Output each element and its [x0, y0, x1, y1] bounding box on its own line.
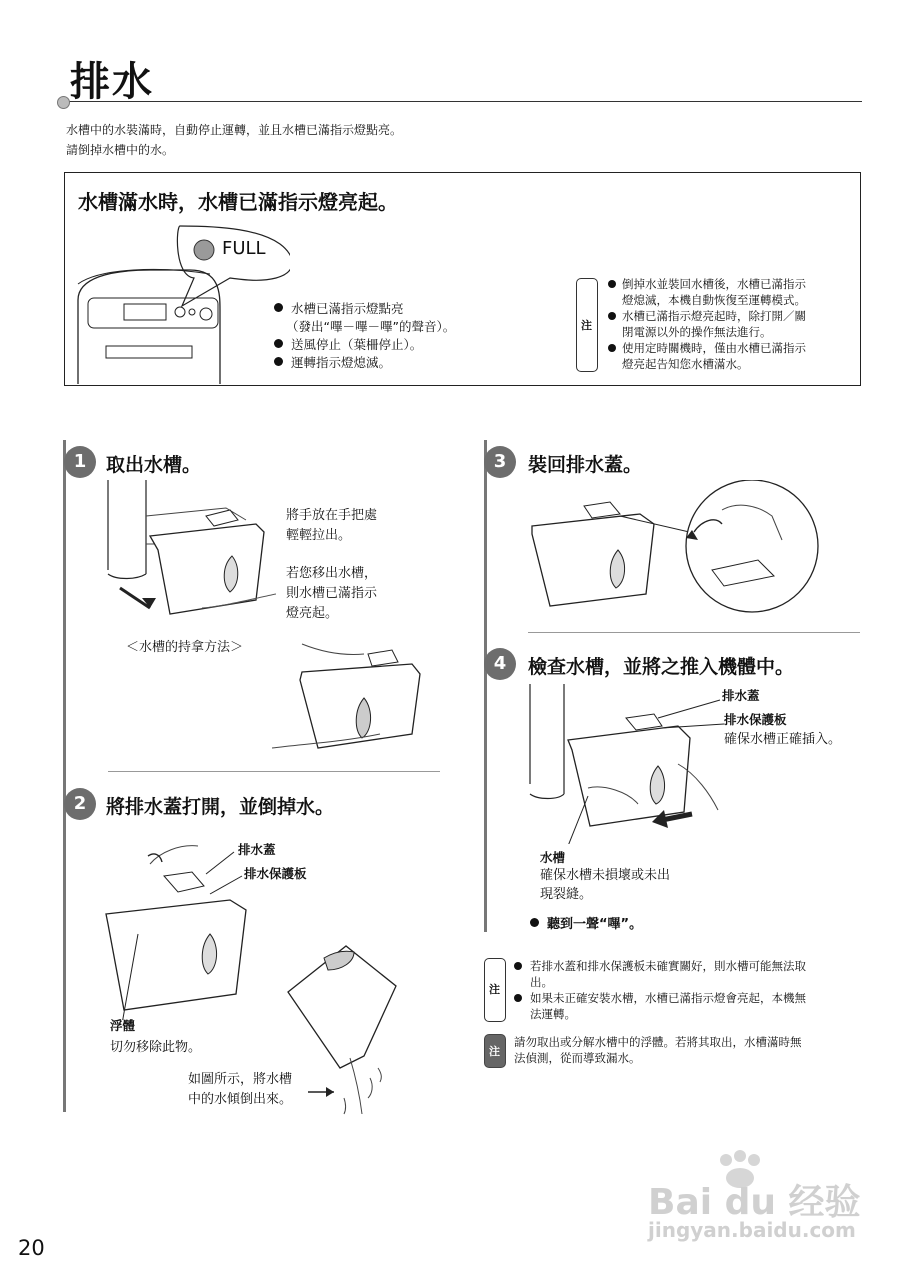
full-box-heading: 水槽滿水時，水槽已滿指示燈亮起。 — [78, 190, 398, 214]
step-4-title: 檢查水槽，並將之推入機體中。 — [528, 656, 795, 678]
hold-tank-illustration — [272, 638, 432, 764]
hold-caption: ＜水槽的持拿方法＞ — [126, 640, 244, 655]
tank-label: 水槽 — [540, 850, 566, 865]
bullet-item — [274, 354, 455, 372]
bullet-icon — [274, 303, 283, 312]
right-column-bar — [484, 440, 487, 932]
note-item: 倒掉水並裝回水槽後，水槽已滿指示 燈熄滅，本機自動恢復至運轉模式。 — [608, 276, 858, 308]
tank-note: 確保水槽未損壞或未出 現裂縫。 — [540, 868, 671, 902]
step-3-title: 裝回排水蓋。 — [528, 454, 643, 476]
step-divider — [528, 632, 860, 633]
pour-arrow-icon — [306, 1082, 336, 1102]
full-lamp-icon — [194, 240, 214, 260]
drain-cover-label: 排水蓋 — [238, 842, 276, 857]
step-2-number: 2 — [64, 788, 96, 820]
pour-water-illustration — [284, 928, 414, 1116]
float-label: 浮體 — [110, 1018, 136, 1033]
note-item: 如果未正確安裝水槽，水槽已滿指示燈會亮起，本機無 法運轉。 — [514, 990, 866, 1022]
step-1-text-2: 若您移出水槽， 則水槽已滿指示 燈亮起。 — [286, 566, 378, 621]
pour-text: 如圖所示，將水槽 中的水傾倒出來。 — [188, 1072, 293, 1107]
step-1-pull-tank-illustration — [106, 480, 276, 620]
step-3-replace-cover-illustration — [526, 480, 862, 620]
step-2-title: 將排水蓋打開，並倒掉水。 — [106, 796, 335, 818]
float-note: 切勿移除此物。 — [110, 1040, 202, 1055]
note-item: 水槽已滿指示燈亮起時，除打開／關 閉電源以外的操作無法進行。 — [608, 308, 858, 340]
bullet-icon — [530, 918, 539, 927]
step-1-title: 取出水槽。 — [106, 454, 202, 476]
step-divider — [108, 771, 440, 772]
step-1-number: 1 — [64, 446, 96, 478]
warning-tab: 注 — [484, 1034, 506, 1068]
watermark-brand: Bai du 经验 — [648, 1182, 861, 1223]
note-2 — [514, 958, 866, 1022]
bullet-continuation: （發出“嗶－嗶－嗶”的聲音）。 — [286, 319, 456, 334]
drain-plate-label: 排水保護板 — [724, 712, 787, 727]
bullet-item — [274, 300, 455, 318]
note-tab: 注 — [484, 958, 506, 1022]
bullet-item — [274, 336, 455, 354]
full-notes — [608, 276, 858, 372]
bullet-text: 運轉指示燈熄滅。 — [291, 355, 392, 370]
beep-bullet: 聽到一聲“嗶”。 — [530, 916, 642, 934]
intro-text — [66, 120, 402, 160]
bullet-text: 送風停止（葉柵停止）。 — [291, 337, 423, 352]
note-item: 若排水蓋和排水保護板未確實關好，則水槽可能無法取 出。 — [514, 958, 866, 990]
step-1-text-1: 將手放在手把處 輕輕拉出。 — [286, 508, 378, 543]
left-column-bar — [63, 440, 66, 1112]
note-tab: 注 — [576, 278, 598, 372]
step-4-number: 4 — [484, 648, 516, 680]
drain-plate-label: 排水保護板 — [244, 866, 307, 881]
drain-cover-label: 排水蓋 — [722, 688, 760, 703]
full-bullets — [274, 300, 455, 372]
bullet-icon — [274, 339, 283, 348]
full-label: FULL — [222, 238, 266, 259]
bullet-text: 水槽已滿指示燈點亮 — [291, 301, 404, 316]
intro-line: 水槽中的水裝滿時，自動停止運轉，並且水槽已滿指示燈點亮。 — [66, 123, 403, 137]
title-bullet-icon — [57, 96, 70, 109]
step-3-number: 3 — [484, 446, 516, 478]
step-4-insert-tank-illustration — [528, 684, 728, 844]
watermark-url: jingyan.baidu.com — [648, 1218, 856, 1242]
intro-line: 請倒掉水槽中的水。 — [66, 143, 175, 157]
note-item: 使用定時關機時，僅由水槽已滿指示 燈亮起告知您水槽滿水。 — [608, 340, 858, 372]
note-3: 請勿取出或分解水槽中的浮體。若將其取出，水槽滿時無 法偵測，從而導致漏水。 — [514, 1035, 802, 1065]
page-number: 20 — [18, 1236, 45, 1260]
title-rule — [64, 101, 862, 102]
page-title: 排水 — [70, 59, 154, 105]
drain-plate-note: 確保水槽正確插入。 — [724, 732, 842, 747]
bullet-icon — [274, 357, 283, 366]
